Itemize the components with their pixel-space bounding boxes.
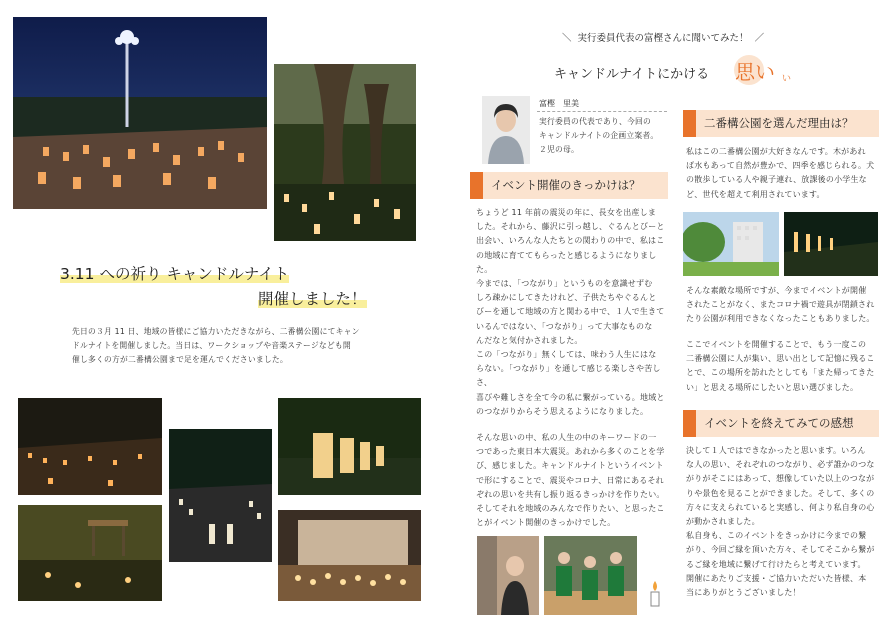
paragraph xyxy=(476,277,672,348)
paragraph-line: の散歩している人や親子連れ、放課後の小学生な xyxy=(686,175,867,185)
paragraph-line: りや景色を見ることができました。そして、多くの xyxy=(686,488,875,498)
heading-main: キャンドルナイトにかける xyxy=(554,67,710,82)
photo-plaza-night xyxy=(13,17,267,209)
title-line-1: 3.11 への祈り キャンドルナイト xyxy=(60,265,290,283)
paragraph xyxy=(686,572,878,600)
paragraph-line: 決して１人ではできなかったと思います。いろん xyxy=(686,446,866,455)
paragraph-line: ここでイベントを開催することで、もう一度この xyxy=(686,340,867,349)
paragraph-line: そんな思いの中、私の人生の中のキーワードの一 xyxy=(476,433,657,443)
title-line-2: 開催しました！ xyxy=(258,290,367,308)
paragraph-line: つであった東日本大震災。あれから多くのことを学 xyxy=(476,447,665,457)
paragraph-line: んだなと気付かされました。 xyxy=(476,335,583,345)
paragraph-line: 方々に支えられていると実感し、何より私自身の心 xyxy=(686,502,875,512)
photo-candle-path xyxy=(18,398,162,495)
section-body-reason xyxy=(476,206,672,530)
paragraph-line: るご縁を地域に繋げて行けたらと考えています。 xyxy=(686,559,866,569)
heading-accent: 思い xyxy=(735,60,775,84)
paragraph xyxy=(476,348,672,419)
kicker-slash-left: ＼ xyxy=(562,33,572,44)
paragraph-line: 出会い、いろんな人たちとの関わりの中で、私はこ xyxy=(476,236,665,246)
paragraph-line: のつながりからそう思えるようになりました。 xyxy=(476,406,649,416)
section-header-reason xyxy=(470,172,668,199)
paragraph-line: 当にありがとうございました！ xyxy=(686,588,801,598)
intro-line: 催し多くの方が二番構公園まで足を運んでくださいました。 xyxy=(72,355,288,364)
paragraph-line: 私はこの二番構公園が大好きなんです。木があれ xyxy=(686,147,866,156)
paragraph xyxy=(686,338,878,395)
photo-candle-display xyxy=(278,510,421,601)
paragraph-line: とで、この場所を訪れたとしても「また帰ってきた xyxy=(686,368,875,378)
paragraph-line: しろ疎かにしてきたけれど、子供たちやぐるんと xyxy=(476,293,657,303)
section-title: イベントを終えてみての感想 xyxy=(704,416,854,430)
profile-divider xyxy=(537,111,667,112)
paragraph-line: 喜びや難しさを全て今の私に繋がっている。地域と xyxy=(476,392,665,402)
paragraph-line: 私自身も、このイベントをきっかけに今までの繋 xyxy=(686,531,867,541)
paragraph-line: とがイベント開催のきっかけでした。 xyxy=(476,518,616,528)
paragraph-line: 二番構公園に人が集い、思い出として記憶に残るこ xyxy=(686,354,875,364)
photo-garden-stage xyxy=(18,505,162,601)
paragraph-line: ば水もあって自然が豊かで、四季を感じられる。犬 xyxy=(686,161,875,171)
profile-photo xyxy=(482,96,530,164)
profile-bio: 実行委員の代表であり、今回の キャンドルナイトの企画立案者。 ２児の母。 xyxy=(539,117,659,154)
intro-text xyxy=(72,325,392,367)
paragraph-line: この「つながり」無くしては、味わう人生にはな xyxy=(476,350,657,360)
photo-child-candle xyxy=(477,536,539,615)
paragraph-line: で形にすることで、震災やコロナ、日常にあるそれ xyxy=(476,475,664,485)
photo-volunteers xyxy=(544,536,637,615)
paragraph-line: そしてそれを地域のみんなで作りたい、と思ったこ xyxy=(476,504,665,514)
photo-candle-rows xyxy=(169,429,272,562)
paragraph xyxy=(686,284,878,327)
paragraph xyxy=(476,431,672,530)
section-title: 二番構公園を選んだ理由は？ xyxy=(704,116,854,130)
paragraph-line: されたことがなく、またコロナ禍で遊具が閉鎖され xyxy=(686,300,875,310)
intro-line: 先日の３月 11 日、地域の皆様にご協力いただきながら、二番構公園にてキャン xyxy=(72,327,360,336)
article-title xyxy=(60,262,400,312)
profile-name: 富樫 里美 xyxy=(539,99,579,108)
photo-paper-lanterns xyxy=(278,398,421,495)
paragraph-line: がりがそこにはあって、想像していた以上のつなが xyxy=(686,474,875,484)
paragraph-line: ど、世代を超えて利用されています。 xyxy=(686,189,825,199)
paragraph-line: がり、今回ご縁を頂いた方々、そしてそこから繋が xyxy=(686,545,875,555)
paragraph-line: 開催にあたりご支援・ご協力いただいた皆様、本 xyxy=(686,573,867,583)
kicker-text: 実行委員代表の富樫さんに聞いてみた！ xyxy=(577,33,749,44)
paragraph-line: らない。「つながり」を通して感じる楽しさや苦しさ、 xyxy=(476,364,661,388)
paragraph-line: そんな素敵な場所ですが、今までイベントが開催 xyxy=(686,286,867,295)
feature-heading xyxy=(554,56,814,92)
candle-icon xyxy=(645,579,665,609)
kicker-slash-right: ／ xyxy=(754,33,765,44)
paragraph xyxy=(686,444,878,529)
paragraph-line: びーを通して地域の方と関わる中で、１人で生きて xyxy=(476,307,665,317)
paragraph-line: の地域に育ててもらったと感じるようになりまし xyxy=(476,250,657,260)
paragraph-line: な人の思い、それぞれのつながり、必ず誰かのつな xyxy=(686,460,875,470)
photo-tree-candles xyxy=(274,64,416,241)
photo-park-night xyxy=(784,212,878,276)
paragraph-line: たり公園が利用できなくなったこともありました。 xyxy=(686,314,875,324)
section-header-park xyxy=(683,110,879,137)
paragraph-line: ちょうど 11 年前の震災の年に、長女を出産しま xyxy=(476,208,657,217)
section-title: イベント開催のきっかけは？ xyxy=(491,178,641,192)
paragraph-line: び、感じました。キャンドルナイトというイベント xyxy=(476,461,664,471)
section-header-impressions xyxy=(683,410,879,437)
paragraph-line: 今までは、「つながり」というものを意識せずむ xyxy=(476,279,653,289)
paragraph-line: い」と思える場所にしたいと思い選びました。 xyxy=(686,382,859,392)
heading-ruby: い xyxy=(782,74,792,84)
paragraph xyxy=(476,206,672,277)
kicker xyxy=(562,30,764,44)
paragraph xyxy=(686,145,878,202)
paragraph-line: が動かされました。 xyxy=(686,517,760,527)
paragraph-line: ぞれの思いを共有し振り返るきっかけを作りたい。 xyxy=(476,489,665,499)
section-body-impressions xyxy=(686,444,878,600)
paragraph-line: した。それから、藤沢に引っ越し、ぐるんとびーと xyxy=(476,222,665,232)
intro-line: ドルナイトを開催しました。当日は、ワークショップや音楽ステージなども開 xyxy=(72,341,351,350)
paragraph-line: た。 xyxy=(476,264,493,274)
paragraph xyxy=(686,529,878,572)
paragraph-line: いるんではない、「つながり」って大事なものな xyxy=(476,321,653,331)
photo-park-day xyxy=(683,212,779,276)
